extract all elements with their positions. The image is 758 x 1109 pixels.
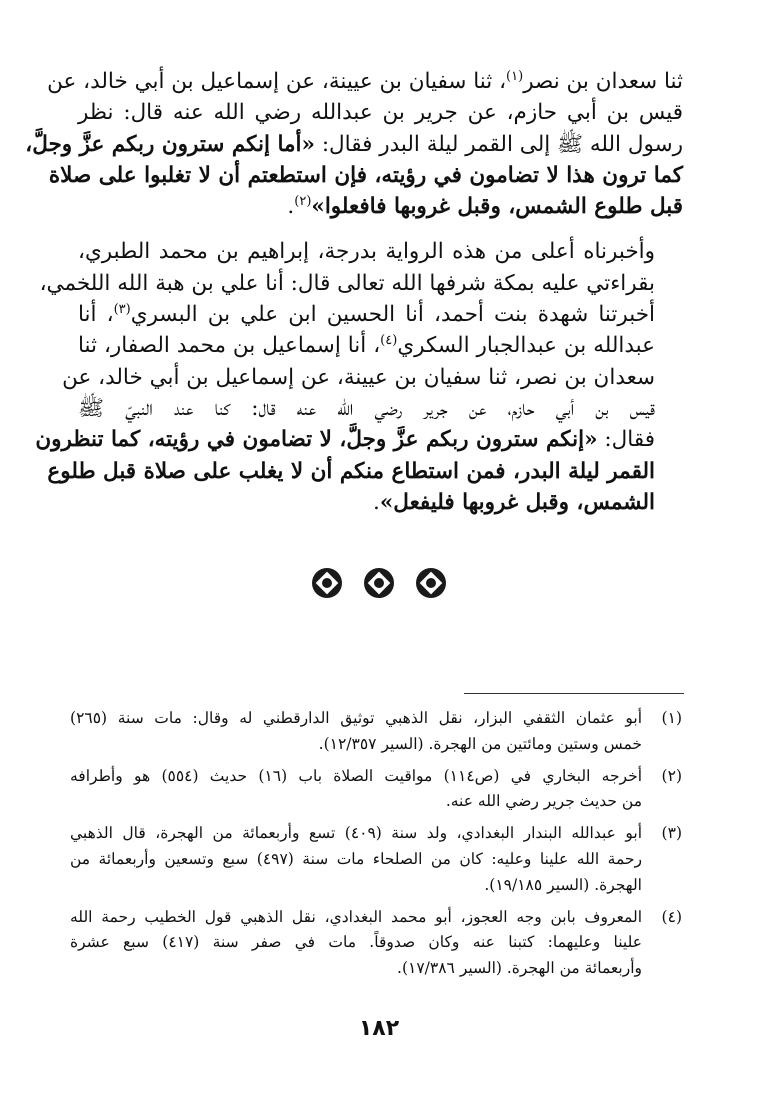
page-number: ١٨٢ [358, 1016, 400, 1041]
footnote-line: أبو عثمان الثقفي البزار، نقل الذهبي توثيق الدارقطني له وقال: مات سنة (٢٦٥) [70, 709, 642, 727]
footnote-line: خمس وستين ومائتين من الهجرة. (السير ١٢/٣٥٧). [318, 734, 642, 753]
text-line: قيس بن أبي حازم، عن جرير بن عبدالله رضي الله عنه قال: نظر [78, 100, 683, 126]
footnote-number: (٢) [661, 766, 682, 785]
footnote-ref-1: (١) [506, 68, 524, 84]
text-line: وأخبرناه أعلى من هذه الرواية بدرجة، إبراهيم بن محمد الطبري، [78, 239, 655, 265]
text-line: فقال: «إنكم سترون ربكم عزَّ وجلَّ، لا تضامون في رؤيته، كما تنظرون [35, 427, 655, 453]
footnote-number: (١) [661, 709, 682, 727]
text-line: الشمس، وقبل غروبها فليفعل». [373, 489, 655, 515]
footnote-1 [70, 706, 682, 758]
section-divider-ornaments [0, 568, 758, 598]
footnote-line: أخرجه البخاري في (ص١١٤) مواقيت الصلاة باب (١٦) حديث (٥٥٤) هو وأطرافه [70, 766, 642, 785]
main-text [25, 66, 683, 518]
footnote-2 [70, 764, 682, 816]
footnote-line: وأربعمائة من الهجرة. (السير ١٧/٣٨٦). [397, 959, 642, 978]
footnote-text [70, 764, 642, 816]
footnote-line: من حديث جرير رضي الله عنه. [445, 792, 642, 811]
hadith-text: الشمس، وقبل غروبها فليفعل» [379, 489, 655, 515]
text-line: أخبرتنا شهدة بنت أحمد، أنا الحسين ابن علي بن البسري$^{(٣)}$، أنا [78, 301, 655, 328]
paragraph-1 [25, 66, 683, 222]
footnote-ref-2: (٢) [294, 194, 312, 210]
footnote-line: الهجرة. (السير ١٩/١٨٥). [484, 875, 642, 894]
paragraph-2 [35, 236, 683, 518]
hadith-text: «إنكم سترون ربكم عزَّ وجلَّ، لا تضامون في رؤيته، كما تنظرون [35, 427, 598, 453]
hadith-text: «أما إنكم سترون ربكم عزَّ وجلَّ، [25, 131, 315, 157]
footnote-line: رحمة الله علينا وعليه: كان من الصلحاء مات سنة (٤٩٧) سبع وتسعين وأربعمائة من [70, 849, 642, 868]
text-line: قيس بن أبي حازم، عن جرير رضي الله عنه قال: كنا عند النبيّ ﷺ [78, 395, 655, 421]
footnote-line: أبو عبدالله البندار البغدادي، ولد سنة (٤٠٩) تسع وأربعمائة من الهجرة، قال الذهبي [70, 824, 642, 843]
footnote-ref-3: (٣) [113, 301, 131, 317]
ornament-icon [416, 568, 446, 598]
footnote-number: (٤) [661, 907, 682, 926]
text-line: قبل طلوع الشمس، وقبل غروبها فافعلوا»$^{(٢)}$. [287, 194, 683, 220]
text-line: بقراءتي عليه بمكة شرفها الله تعالى قال: أنا علي بن هبة الله اللخمي، [39, 270, 655, 296]
ornament-icon [312, 568, 342, 598]
footnote-line: المعروف بابن وجه العجوز، أبو محمد البغدادي، نقل الذهبي قول الخطيب رحمة الله [70, 907, 642, 926]
text-line: ثنا سعدان بن نصر$^{(١)}$، ثنا سفيان بن عيينة، عن إسماعيل بن أبي خالد، عن [47, 68, 683, 94]
footnote-number: (٣) [661, 824, 682, 843]
footnote-ref-4: (٤) [380, 333, 398, 349]
hadith-text: القمر ليلة البدر، فمن استطاع منكم أن لا يغلب على صلاة قبل طلوع [47, 458, 655, 484]
footnote-text [70, 905, 642, 982]
footnote-text [70, 821, 642, 898]
text-line: سعدان بن نصر، ثنا سفيان بن عيينة، عن إسماعيل بن أبي خالد، عن [62, 364, 655, 390]
hadith-text: كما ترون هذا لا تضامون في رؤيته، فإن استطعتم أن لا تغلبوا على صلاة [48, 162, 683, 188]
footnotes [70, 706, 682, 988]
footnote-separator [464, 693, 684, 694]
text-line: عبدالله بن عبدالجبار السكري$^{(٤)}$، أنا إسماعيل بن محمد الصفار، ثنا [78, 333, 655, 359]
footnote-text [70, 706, 642, 758]
ornament-icon [364, 568, 394, 598]
footnote-4 [70, 905, 682, 982]
footnote-3 [70, 821, 682, 898]
text-line: رسول الله ﷺ إلى القمر ليلة البدر فقال: «أما إنكم سترون ربكم عزَّ وجلَّ، [25, 131, 683, 157]
footnote-line: علينا وعليهما: كتبنا عنه وكان صدوقاً. مات في صفر سنة (٤١٧) سبع عشرة [70, 933, 642, 952]
hadith-text: قبل طلوع الشمس، وقبل غروبها فافعلوا» [311, 194, 683, 220]
